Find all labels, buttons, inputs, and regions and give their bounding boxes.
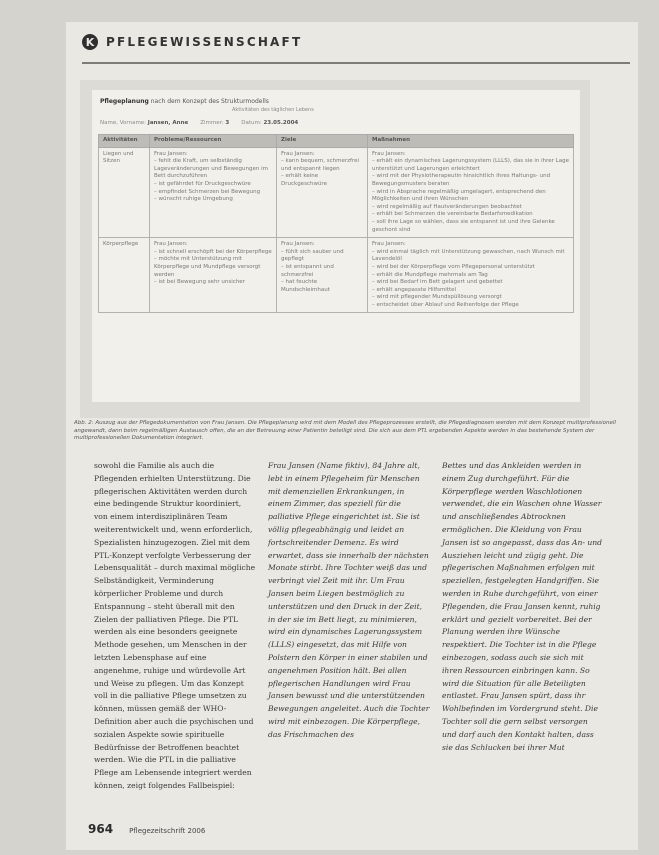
- article-column-3: [442, 460, 604, 793]
- header-divider: [82, 62, 630, 64]
- problem-cell: [150, 238, 277, 313]
- cell-line: – fühlt sich sauber und gepflegt: [281, 248, 344, 263]
- care-plan-table: [98, 134, 574, 313]
- section-title: PFLEGEWISSENSCHAFT: [106, 35, 303, 49]
- cell-line: – wird einmal täglich mit Unterstützung gewaschen, nach Wunsch mit Lavendelöl: [372, 248, 565, 263]
- form-meta: [100, 120, 298, 126]
- room-value: 3: [225, 120, 230, 126]
- form-subtitle-2: Aktivitäten des täglichen Lebens: [232, 107, 314, 113]
- measure-cell: [368, 238, 574, 313]
- cell-line: – wird bei der Körperpflege vom Pflegepersonal unterstützt: [372, 263, 535, 270]
- cell-line: – wird in Absprache regelmäßig umgelagert, entsprechend den Möglichkeiten und ihren Wünschen: [372, 188, 546, 203]
- cell-line: – fehlt die Kraft, um selbständig Lageveränderungen und Bewegungen im Bett durchzuführen: [154, 158, 268, 180]
- form-title: Pflegeplanung: [100, 98, 149, 105]
- problem-cell: [150, 147, 277, 238]
- cell-line: Frau Jansen:: [372, 241, 406, 248]
- page-number: 964: [88, 822, 114, 836]
- journal-logo-icon: K: [82, 34, 98, 50]
- cell-line: – soll ihre Lage so wählen, dass sie entspannt ist und ihre Gelenke geschont sind: [372, 218, 555, 233]
- journal-name: Pflegezeitschrift 2006: [129, 827, 206, 835]
- cell-line: – entscheidet über Ablauf und Reihenfolge der Pflege: [372, 301, 519, 308]
- cell-line: – kann bequem, schmerzfrei und entspannt liegen: [281, 158, 360, 172]
- table-header-row: [99, 135, 574, 148]
- cell-line: – erhält die Mundpflege mehrmals am Tag: [372, 271, 488, 278]
- date-label: Datum:: [241, 120, 262, 126]
- cell-line: – wird bei Bedarf im Bett gelagert und gebettet: [372, 279, 503, 286]
- column-header: Maßnahmen: [368, 135, 574, 148]
- date-value: 23.05.2004: [263, 120, 299, 126]
- column-header: Aktivitäten: [99, 135, 150, 148]
- article-column-2: [268, 460, 430, 793]
- cell-line: – ist entspannt und schmerzfrei: [281, 263, 334, 278]
- care-plan-form: [92, 90, 580, 402]
- cell-line: – erhält keine Druckgeschwüre: [281, 173, 327, 187]
- cell-line: – hat feuchte Mundschleimhaut: [281, 279, 330, 293]
- cell-line: Frau Jansen:: [372, 150, 406, 157]
- goal-cell: [277, 147, 368, 238]
- room-label: Zimmer:: [200, 120, 224, 126]
- page-footer: [88, 822, 205, 836]
- article-columns: [94, 460, 604, 793]
- cell-line: – erhält ein dynamisches Lagerungssystem (LLLS), das sie in ihrer Lage unterstützt und Lagerungen erleichtert: [372, 158, 569, 172]
- cell-line: – möchte mit Unterstützung mit Körperpflege und Mundpflege versorgt werden: [154, 256, 261, 278]
- goal-cell: [277, 238, 368, 313]
- form-heading: [100, 98, 269, 106]
- cell-line: – wird mit pflegender Mundspüllösung versorgt: [372, 294, 502, 301]
- cell-line: Frau Jansen:: [281, 150, 315, 157]
- activity-cell: Körperpflege: [99, 238, 150, 313]
- page-header: [82, 34, 302, 50]
- article-column-1: [94, 460, 256, 793]
- column-header: Probleme/Ressourcen: [150, 135, 277, 148]
- paragraph: sowohl die Familie als auch die Pflegenden erhielten Unterstützung. Die pflegerischen Aktivitäten werden durch eine bedingende Struktur koordiniert, von einem interdisziplinären Team weiterentwickelt und, wenn erforderlich, Spezialisten hinzugezogen. Ziel mit dem PTL-Konzept verfolgte Verbesserung der Lebensqualität – durch maximal mögliche Selbständigkeit, Verminderung körperlicher Probleme und durch Entspannung – steht überall mit den Zielen der palliativen Pflege. Die PTL werden als eine besonders geeignete Methode gesehen, um Menschen in der letzten Lebensphase auf eine angenehme, ruhige und würdevolle Art und Weise zu pflegen. Um das Konzept voll in die palliative Pflege umsetzen zu können, müssen gemäß der WHO-Definition aber auch die psychischen und sozialen Aspekte sowie spirituelle Bedürfnisse der Betroffenen beachtet werden. Wie die PTL in die palliative Pflege am Lebensende integriert werden können, zeigt folgendes Fallbeispiel:: [94, 461, 256, 790]
- figure-caption: Abb. 2: Auszug aus der Pflegedokumentation von Frau Jansen. Die Pflegeplanung wird mit dem Modell des Pflegeprozesses erstellt, die Pflegediagnosen werden mit dem Konzept multiprofessionell angewandt, dann beim regelmäßigen Austausch offen, die an der Betreuung einer Patientin beteiligt sind. Die sich aus dem PTL ergebenden Aspekte werden in das bestehende System der multiprofessionellen Dokumentation integriert.: [74, 420, 616, 441]
- cell-line: – wünscht ruhige Umgebung: [154, 196, 233, 203]
- cell-line: – ist gefährdet für Druckgeschwüre: [154, 180, 251, 187]
- figure-care-plan: [80, 80, 590, 418]
- form-subtitle: nach dem Konzept des Strukturmodells: [150, 98, 269, 105]
- paragraph: Bettes und das Ankleiden werden in einem Zug durchgeführt. Für die Körperpflege werden Waschlotionen verwendet, die ein Waschen ohne Wasser und anschließendes Abtrocknen ermöglichen. Die Kleidung von Frau Jansen ist so angepasst, dass das An- und Ausziehen leicht und zügig geht. Die pflegerischen Maßnahmen erfolgen mit speziellen, festgelegten Handgriffen. Sie werden in Ruhe durchgeführt, von einer Pflegenden, die Frau Jansen kennt, ruhig erklärt und gezielt vorbereitet. Bei der Planung werden ihre Wünsche respektiert. Die Tochter ist in die Pflege einbezogen, sodass auch sie sich mit ihren Ressourcen einbringen kann. So wird die Situation für alle Beteiligten entlastet. Frau Jansen spürt, dass ihr Wohlbefinden im Vordergrund steht. Die Tochter soll die gern selbst versorgen und darf auch den Kontakt halten, dass sie das Schlucken bei ihrer Mut: [442, 461, 602, 752]
- cell-line: – wird mit der Physiotherapeutin hinsichtlich ihres Haltungs- und Bewegungsmusters beraten: [372, 173, 551, 187]
- cell-line: Frau Jansen:: [154, 150, 188, 157]
- cell-line: – erhält angepasste Hilfsmittel: [372, 286, 457, 293]
- cell-line: – ist schnell erschöpft bei der Körperpflege: [154, 248, 272, 255]
- column-header: Ziele: [277, 135, 368, 148]
- measure-cell: [368, 147, 574, 238]
- cell-line: Frau Jansen:: [281, 241, 315, 248]
- table-row: [99, 238, 574, 313]
- cell-line: – empfindet Schmerzen bei Bewegung: [154, 188, 261, 195]
- cell-line: Frau Jansen:: [154, 241, 188, 248]
- document-page: [66, 22, 638, 850]
- activity-cell: Liegen und Sitzen: [99, 147, 150, 238]
- paragraph: Frau Jansen (Name fiktiv), 84 Jahre alt, lebt in einem Pflegeheim für Menschen mit demenziellen Erkrankungen, in einem Zimmer, das speziell für die palliative Pflege eingerichtet ist. Sie ist völlig pflegeabhängig und leidet an fortschreitender Demenz. Es wird erwartet, dass sie innerhalb der nächsten Monate stirbt. Ihre Tochter weiß das und verbringt viel Zeit mit ihr. Um Frau Jansen beim Liegen bestmöglich zu unterstützen und den Druck in der Zeit, in der sie im Bett liegt, zu minimieren, wird ein dynamisches Lagerungssystem (LLLS) eingesetzt, das mit Hilfe von Polstern den Körper in einer stabilen und angenehmen Position hält. Bei allen pflegerischen Handlungen wird Frau Jansen bewusst und die unterstützenden Bewegungen angeleitet. Auch die Tochter wird mit einbezogen. Die Körperpflege, das Frischmachen des: [268, 461, 430, 739]
- table-row: [99, 147, 574, 238]
- cell-line: – wird regelmäßig auf Hautveränderungen beobachtet: [372, 203, 522, 210]
- name-label: Name, Vorname:: [100, 120, 147, 126]
- name-value: Jansen, Anne: [147, 120, 189, 126]
- cell-line: – erhält bei Schmerzen die vereinbarte Bedarfsmedikation: [372, 211, 533, 218]
- cell-line: – ist bei Bewegung sehr unsicher: [154, 279, 245, 286]
